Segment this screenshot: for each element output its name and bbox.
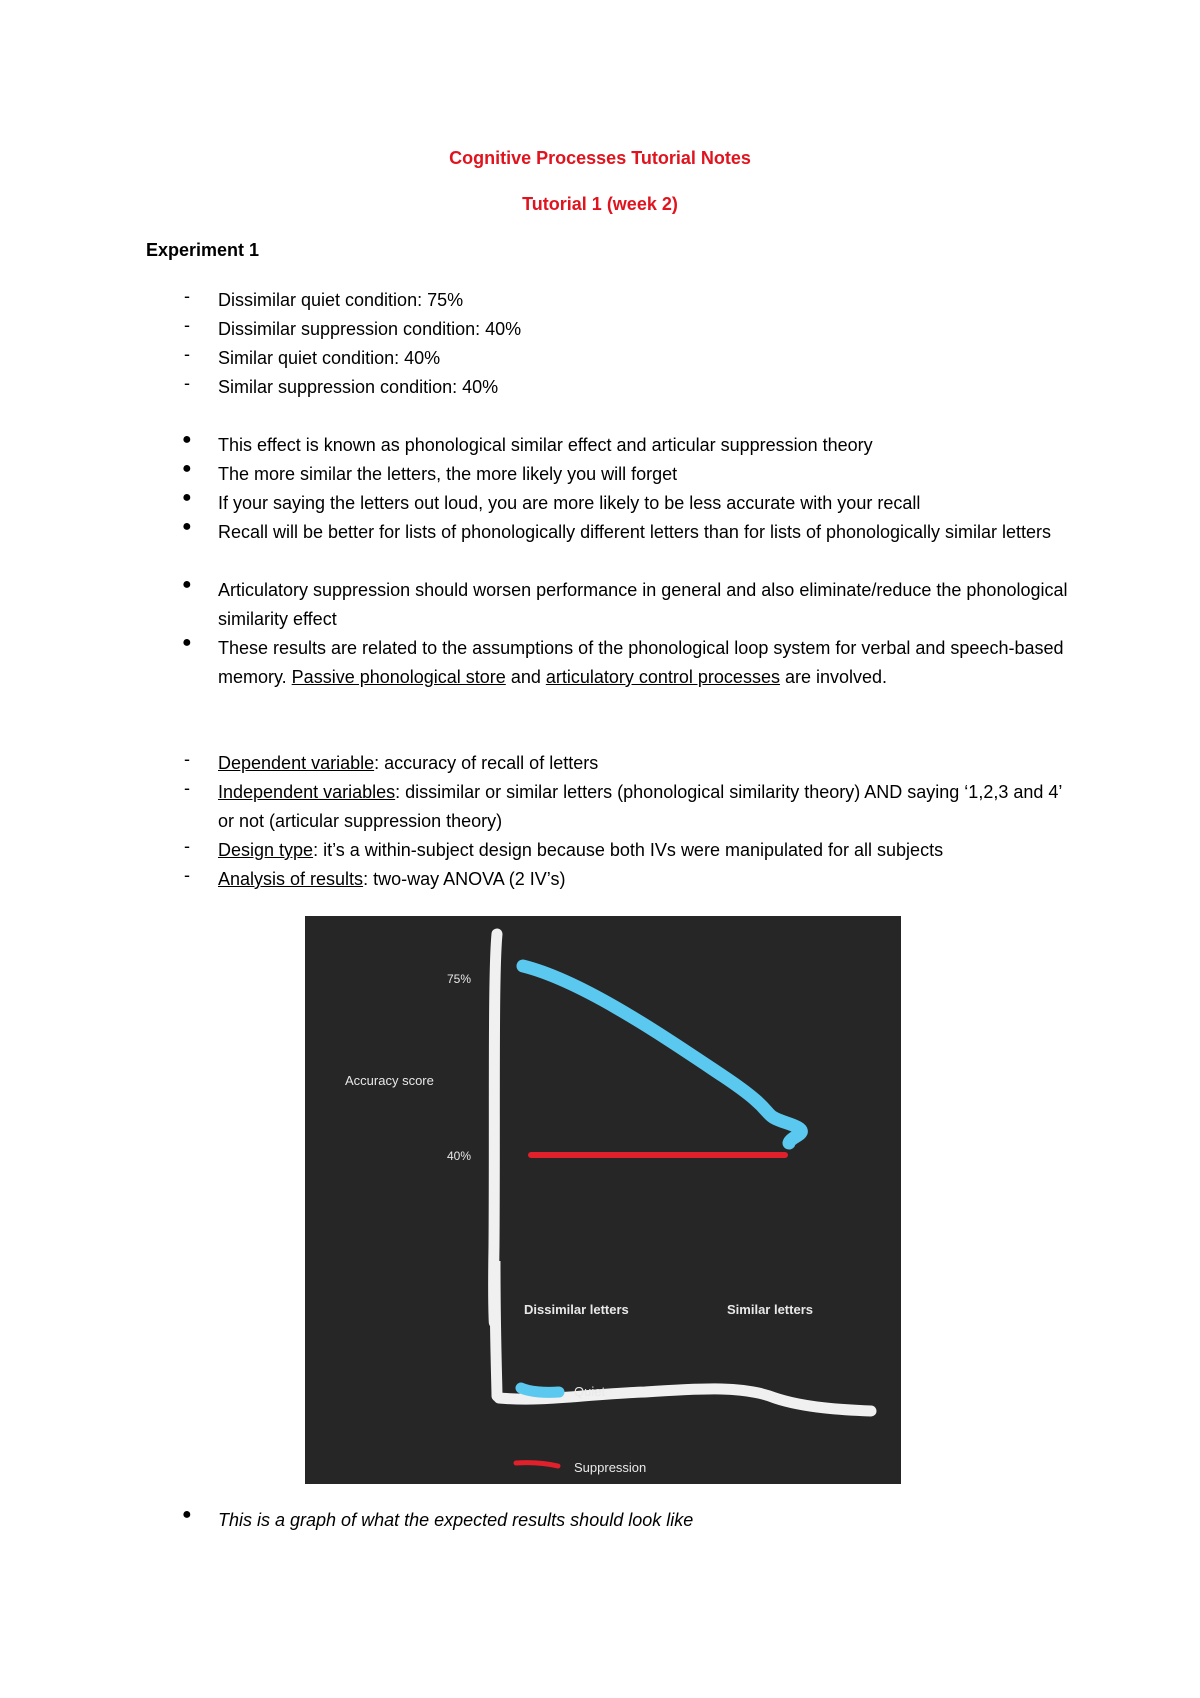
dash-marker: -: [184, 315, 190, 335]
x-tick-label: Dissimilar letters: [524, 1302, 629, 1317]
list-item-text: Articulatory suppression should worsen performance in general and also eliminate/reduce the phonological similarity effect: [218, 580, 1068, 629]
note-text: These results are related to the assumptions of the phonological loop system for verbal and speech-based memory.: [218, 638, 1064, 687]
bullet-marker: ●: [182, 1506, 192, 1523]
expected-results-chart: [305, 916, 901, 1484]
list-item-text: [218, 865, 1068, 894]
dash-marker: -: [184, 373, 190, 393]
section-heading: Experiment 1: [146, 240, 260, 260]
list-item-text: [218, 634, 1068, 692]
chart-caption: This is a graph of what the expected results should look like: [218, 1510, 694, 1530]
list-item-text: Similar quiet condition: 40%: [218, 348, 441, 368]
list-item-text: Dissimilar suppression condition: 40%: [218, 319, 522, 339]
passive-store-term: Passive phonological store: [291, 667, 506, 687]
dash-marker: -: [184, 749, 190, 769]
y-axis-label: Accuracy score: [345, 1073, 434, 1088]
term-label: Dependent variable: [218, 753, 375, 773]
dash-marker: -: [184, 836, 190, 856]
document-title: Cognitive Processes Tutorial Notes: [449, 148, 751, 168]
term-label: Independent variables: [218, 782, 396, 802]
legend-swatch-suppression: [516, 1463, 558, 1466]
list-item-text: [218, 778, 1068, 836]
y-axis: [494, 934, 497, 1396]
list-item-text: The more similar the letters, the more likely you will forget: [218, 464, 678, 484]
legend-label-quiet: Quiet: [574, 1384, 606, 1399]
bullet-marker: ●: [182, 576, 192, 593]
dash-marker: -: [184, 778, 190, 798]
term-label: Design type: [218, 840, 314, 860]
bullet-marker: ●: [182, 489, 192, 506]
term-description: : accuracy of recall of letters: [374, 753, 599, 773]
y-tick-label: 75%: [447, 972, 472, 986]
term-description: : two-way ANOVA (2 IV’s): [363, 869, 566, 889]
list-item-text: Recall will be better for lists of phonologically different letters than for lists of phonologically similar letters: [218, 522, 1052, 542]
list-item-text: Similar suppression condition: 40%: [218, 377, 499, 397]
legend-swatch-quiet: [521, 1388, 559, 1392]
dash-marker: -: [184, 344, 190, 364]
series-line-quiet: [523, 966, 801, 1143]
term-description: : dissimilar or similar letters (phonological similarity theory) AND saying ‘1,2,3 and 4’ or not (articular suppression theory): [218, 782, 1062, 831]
list-item-text: [218, 749, 1068, 778]
bullet-marker: ●: [182, 431, 192, 448]
list-item-text: [218, 836, 1068, 865]
list-item-text: This effect is known as phonological similar effect and articular suppression theory: [218, 435, 873, 455]
chart-svg: [305, 916, 901, 1484]
note-text: are involved.: [779, 667, 888, 687]
articulatory-control-term: articulatory control processes: [545, 667, 780, 687]
term-label: Analysis of results: [218, 869, 364, 889]
bullet-marker: ●: [182, 634, 192, 651]
dash-marker: -: [184, 286, 190, 306]
x-tick-label: Similar letters: [727, 1302, 813, 1317]
y-tick-label: 40%: [447, 1149, 472, 1163]
list-item-text: Dissimilar quiet condition: 75%: [218, 290, 464, 310]
bullet-marker: ●: [182, 460, 192, 477]
dash-marker: -: [184, 865, 190, 885]
bullet-marker: ●: [182, 518, 192, 535]
legend-label-suppression: Suppression: [574, 1460, 647, 1475]
term-description: : it’s a within-subject design because both IVs were manipulated for all subjects: [313, 840, 944, 860]
note-text: and: [505, 667, 546, 687]
list-item-text: If your saying the letters out loud, you are more likely to be less accurate with your recall: [218, 493, 921, 513]
document-subtitle: Tutorial 1 (week 2): [522, 194, 678, 214]
